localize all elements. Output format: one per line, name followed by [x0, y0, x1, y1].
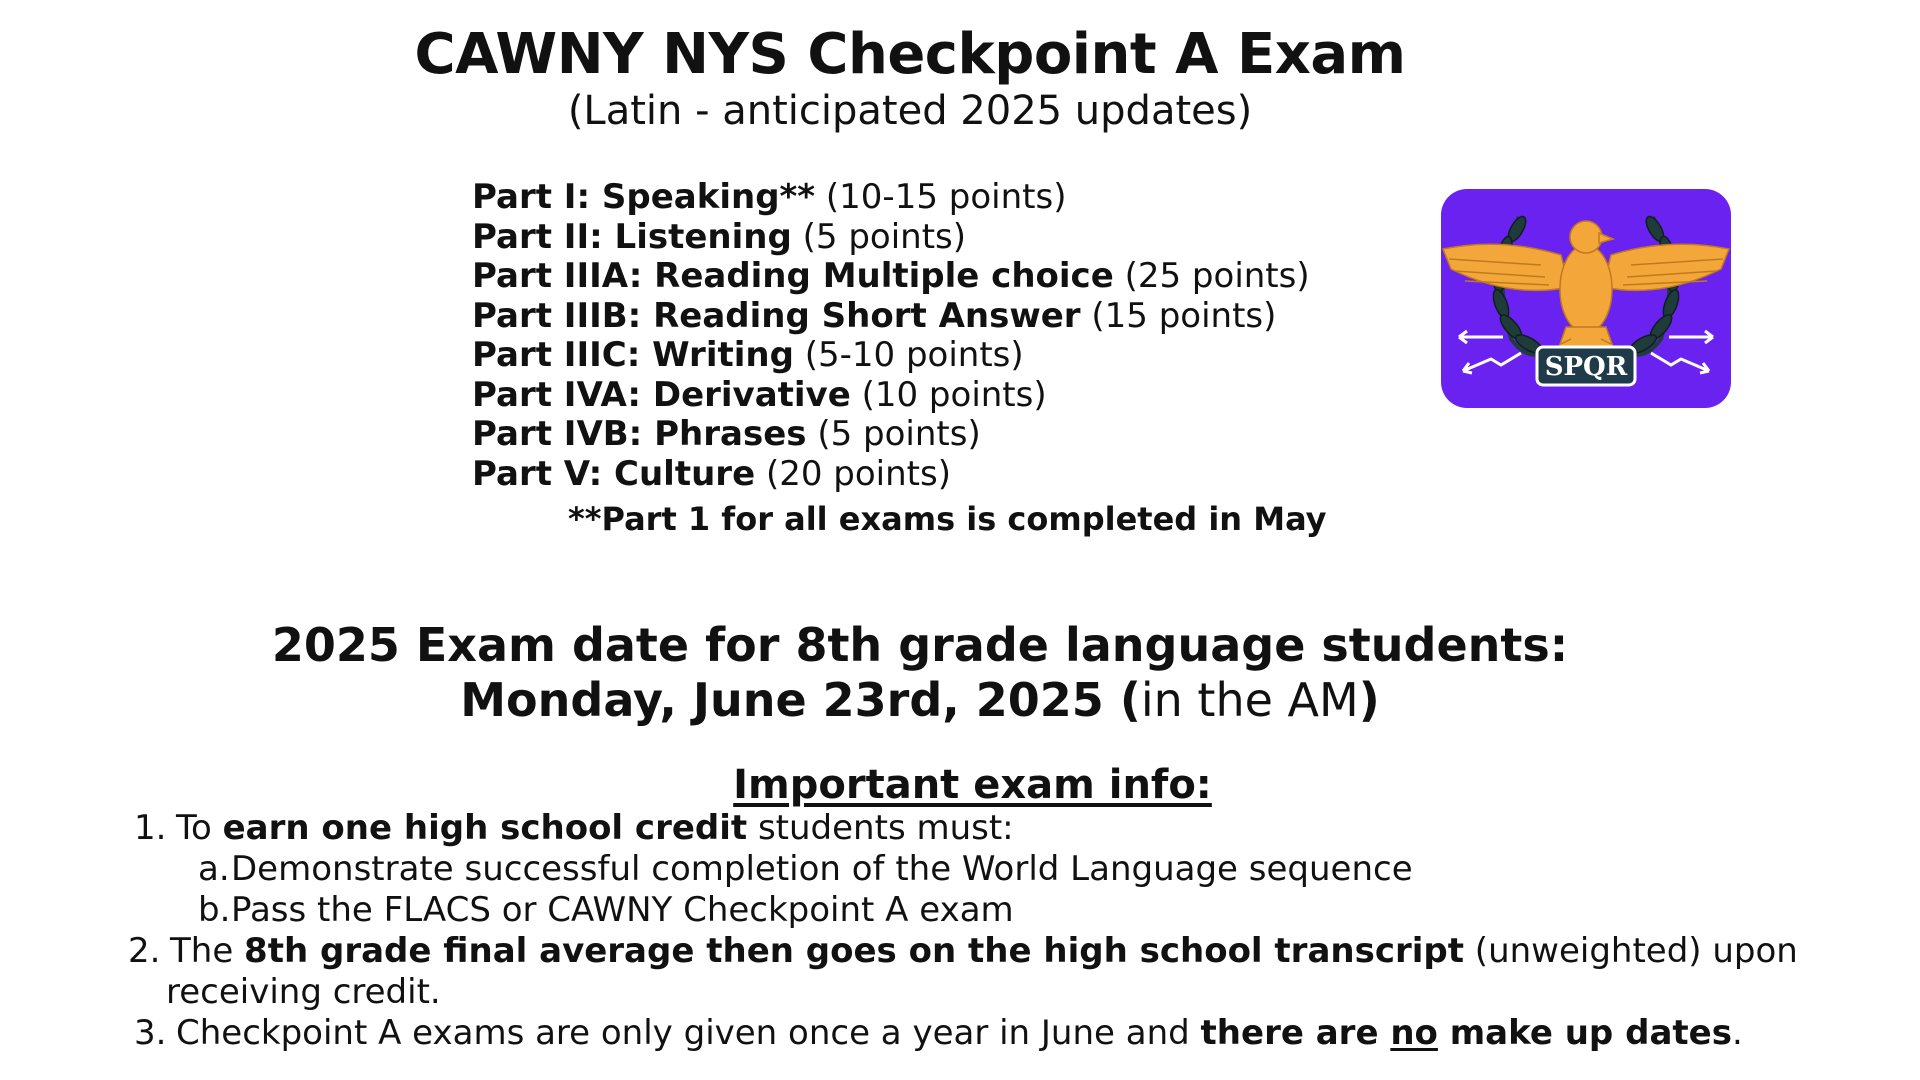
- exam-date-block: [0, 618, 1840, 728]
- part-points: (10 points): [861, 374, 1047, 415]
- part-label: Part I: Speaking**: [472, 177, 816, 217]
- item-bold-text: earn one high school credit: [222, 808, 748, 848]
- part-label: Part II: Listening: [472, 216, 792, 257]
- subitem-text: Pass the FLACS or CAWNY Checkpoint A exam: [231, 890, 1014, 930]
- part-label: Part V: Culture: [472, 453, 756, 494]
- part-label: Part IIIB: Reading Short Answer: [472, 295, 1081, 336]
- info-item-makeup: [134, 1013, 1834, 1054]
- exam-date-day: Monday, June 23rd, 2025 (: [460, 673, 1141, 727]
- info-item-credit: [134, 808, 1834, 849]
- exam-part: [472, 218, 1310, 258]
- part-points: (5 points): [802, 216, 967, 257]
- part-points: (10-15 points): [825, 177, 1067, 217]
- exam-part: [472, 178, 1310, 218]
- info-subitem: [134, 890, 1834, 931]
- exam-date-heading: 2025 Exam date for 8th grade language students:: [271, 618, 1569, 672]
- page-title: CAWNY NYS Checkpoint A Exam: [414, 22, 1406, 87]
- item-number: 3.: [134, 1013, 167, 1053]
- exam-part: [472, 415, 1310, 455]
- exam-date-close: ): [1358, 673, 1380, 727]
- part-points: (20 points): [765, 453, 951, 494]
- info-item-continuation: receiving credit.: [166, 972, 441, 1012]
- item-text: students must:: [747, 808, 1014, 848]
- part-points: (5 points): [817, 414, 981, 454]
- spqr-text: SPQR: [1544, 352, 1628, 382]
- info-subitem: [134, 849, 1834, 890]
- item-number: 1.: [134, 808, 167, 848]
- item-bold-text: make up dates: [1437, 1013, 1732, 1053]
- item-number: 2.: [128, 931, 161, 971]
- subitem-letter: b.: [198, 890, 231, 930]
- exam-parts-list: [472, 178, 1310, 494]
- exam-part: [472, 297, 1310, 337]
- exam-part: [472, 455, 1310, 495]
- item-text: (unweighted) upon: [1464, 931, 1798, 971]
- part-points: (15 points): [1091, 295, 1277, 336]
- part-label: Part IVA: Derivative: [472, 374, 851, 415]
- exam-part: [472, 336, 1310, 376]
- subitem-letter: a.: [198, 849, 230, 889]
- item-text: Checkpoint A exams are only given once a year in June and: [176, 1013, 1201, 1053]
- part-points: (25 points): [1124, 256, 1310, 296]
- info-heading: Important exam info:: [733, 762, 1212, 808]
- info-list: [128, 808, 1834, 1054]
- part-label: Part IVB: Phrases: [472, 414, 807, 454]
- part-label: Part IIIC: Writing: [472, 335, 794, 375]
- item-text: .: [1731, 1013, 1743, 1053]
- item-text: To: [176, 808, 223, 848]
- exam-part: [472, 257, 1310, 297]
- item-text: The: [170, 931, 245, 971]
- item-bold-text: there are: [1200, 1013, 1391, 1053]
- subitem-text: Demonstrate successful completion of the World Language sequence: [231, 849, 1413, 889]
- exam-date-time: in the AM: [1140, 673, 1359, 727]
- exam-date-value: [0, 673, 1840, 728]
- exam-part: [472, 376, 1310, 416]
- part-points: (5-10 points): [804, 335, 1024, 375]
- speaking-note: **Part 1 for all exams is completed in May: [568, 500, 1327, 538]
- page-subtitle: (Latin - anticipated 2025 updates): [567, 88, 1253, 134]
- item-underlined-text: no: [1390, 1013, 1438, 1053]
- info-item-transcript: [128, 931, 1834, 972]
- spqr-eagle-logo: [1441, 189, 1731, 408]
- part-label: Part IIIA: Reading Multiple choice: [472, 256, 1114, 296]
- item-bold-text: 8th grade final average then goes on the high school transcript: [244, 931, 1464, 971]
